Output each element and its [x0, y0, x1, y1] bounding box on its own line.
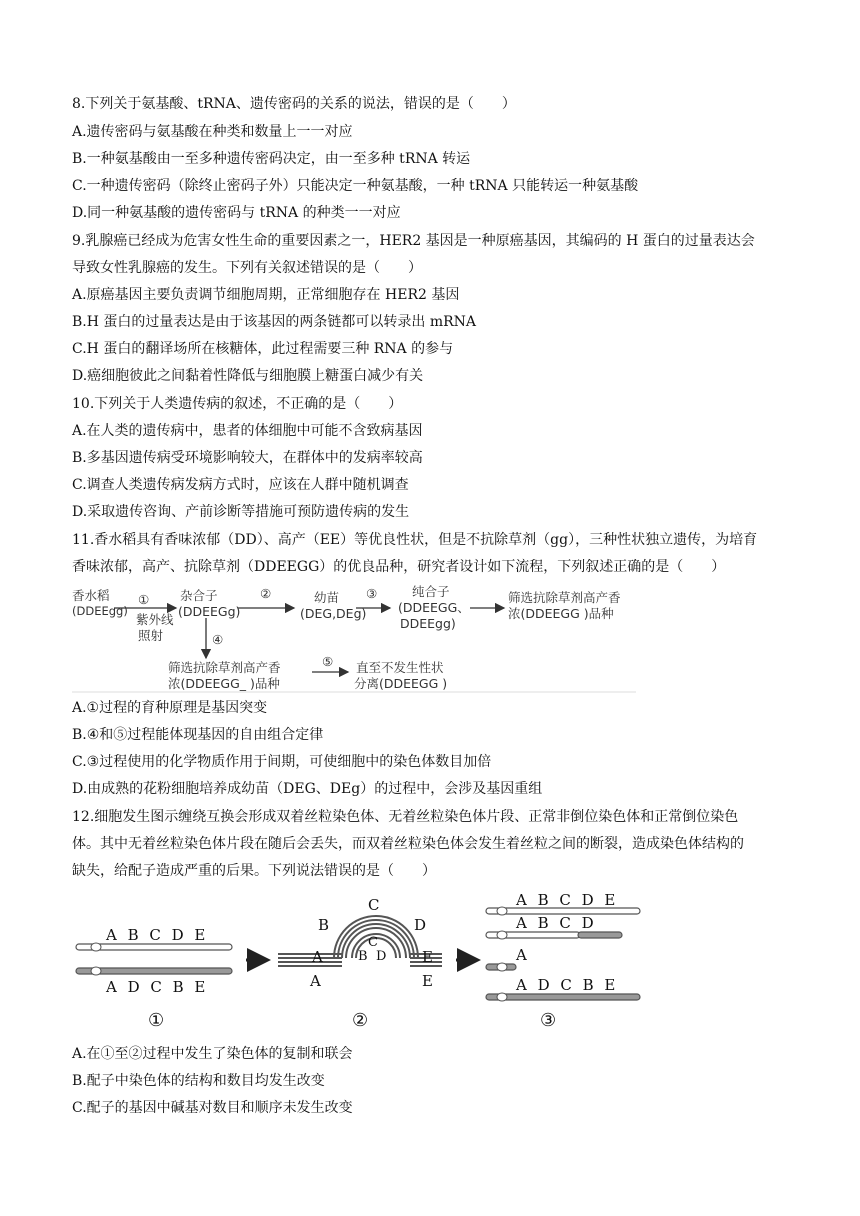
node-seedling-genotype: (DEG,DEg): [300, 606, 367, 621]
q10-option-a: A.在人类的遗传病中，患者的体细胞中可能不含致病基因: [72, 423, 423, 439]
q10-stem: 10.下列关于人类遗传病的叙述，不正确的是（ ）: [72, 396, 403, 412]
loop-letter-b-inner: B: [358, 949, 368, 964]
q11-option-b: B.④和⑤过程能体现基因的自由组合定律: [72, 727, 324, 743]
loop-letter-a-bottom: A: [310, 972, 321, 990]
q11-option-a: A.①过程的育种原理是基因突变: [72, 700, 268, 716]
q11-option-c: C.③过程使用的化学物质作用于间期，可使细胞中的染色体数目加倍: [72, 754, 492, 770]
loop-letter-d-outer: D: [414, 916, 427, 934]
q9-option-b: B.H 蛋白的过量表达是由于该基因的两条链都可以转录出 mRNA: [72, 314, 477, 330]
node-heterozygote-genotype: (DDEEGg): [178, 604, 241, 619]
q11-stem-line2: 香味浓郁，高产、抗除草剂（DDEEGG）的优良品种，研究者设计如下流程，下列叙述正确的是（ ）: [72, 559, 726, 575]
node-no-segregation-line2: 分离(DDEEGG ): [354, 676, 448, 691]
q10-option-c: C.调查人类遗传病发病方式时，应该在人群中随机调查: [72, 477, 409, 493]
q12-option-c: C.配子的基因中碱基对数目和顺序未发生改变: [72, 1100, 353, 1116]
top-gene-labels: A B C D E: [106, 926, 209, 944]
q9-stem-line2: 导致女性乳腺癌的发生。下列有关叙述错误的是（ ）: [72, 260, 422, 276]
q12-stem-line3: 缺失，给配子造成严重的后果。下列说法错误的是（ ）: [72, 863, 436, 879]
centromere-1-bottom: [91, 967, 101, 975]
loop-letter-c-inner: C: [368, 935, 378, 950]
q8-option-b: B.一种氨基酸由一至多种遗传密码决定，由一至多种 tRNA 转运: [72, 151, 471, 167]
q9-option-c: C.H 蛋白的翻译场所在核糖体，此过程需要三种 RNA 的参与: [72, 341, 454, 357]
product-1-centromere: [497, 907, 507, 915]
node-xiangshuidao: 香水稻: [72, 588, 110, 603]
loop-letter-d-inner: D: [376, 949, 387, 964]
panel-2-label: ②: [352, 1010, 369, 1031]
q9-option-a: A.原癌基因主要负责调节细胞周期，正常细胞存在 HER2 基因: [72, 287, 460, 303]
q8-option-a: A.遗传密码与氨基酸在种类和数量上一一对应: [72, 124, 353, 140]
product-4-centromere: [497, 993, 507, 1001]
node-seedling: 幼苗: [314, 590, 340, 605]
q10-option-d: D.采取遗传咨询、产前诊断等措施可预防遗传病的发生: [72, 504, 410, 520]
product-4-genes: A D C B E: [516, 976, 619, 994]
chromosome-svg: [72, 892, 672, 1032]
product-2-grey: [578, 932, 622, 938]
q12-option-a: A.在①至②过程中发生了染色体的复制和联会: [72, 1046, 353, 1062]
node-screen-1-line1: 筛选抗除草剂高产香: [508, 590, 621, 605]
step-2-label: ②: [260, 586, 272, 601]
step-1-uv: 紫外线: [136, 612, 174, 627]
loop-letter-a-outer: A: [312, 948, 323, 966]
loop-letter-e-bottom: E: [422, 972, 433, 990]
q11-stem-line1: 11.香水稻具有香味浓郁（DD）、高产（EE）等优良性状，但是不抗除草剂（gg），三种性状独立遗传，为培育: [72, 532, 758, 548]
q11-option-d: D.由成熟的花粉细胞培养成幼苗（DEG、DEg）的过程中，会涉及基因重组: [72, 781, 543, 797]
node-homozygote: 纯合子: [412, 584, 450, 599]
loop-letter-e-outer: E: [422, 948, 433, 966]
node-no-segregation-line1: 直至不发生性状: [356, 660, 444, 675]
step-1-label: ①: [138, 592, 150, 607]
product-2-centromere: [497, 931, 507, 939]
node-homozygote-genotype-2: DDEEgg): [400, 616, 456, 631]
node-xiangshuidao-genotype: (DDEEgg): [72, 604, 128, 618]
step-1-irradiation: 照射: [138, 628, 164, 643]
product-2-genes: A B C D: [516, 914, 597, 932]
node-screen-2-line2: 浓(DDEEGG_ )品种: [168, 676, 280, 691]
step-4-label: ④: [212, 632, 224, 647]
q12-option-b: B.配子中染色体的结构和数目均发生改变: [72, 1073, 325, 1089]
loop-letter-c-outer: C: [368, 896, 380, 914]
q10-option-b: B.多基因遗传病受环境影响较大，在群体中的发病率较高: [72, 450, 423, 466]
step-3-label: ③: [366, 586, 378, 601]
q8-stem: 8.下列关于氨基酸、tRNA、遗传密码的关系的说法，错误的是（ ）: [72, 96, 516, 112]
bottom-gene-labels: A D C B E: [106, 978, 209, 996]
q12-stem-line1: 12.细胞发生图示缠绕互换会形成双着丝粒染色体、无着丝粒染色体片段、正常非倒位染色体和正常倒位染色: [72, 809, 739, 825]
panel-1-label: ①: [148, 1010, 165, 1031]
panel-3-label: ③: [540, 1010, 557, 1031]
centromere-1-top: [91, 943, 101, 951]
node-heterozygote: 杂合子: [180, 588, 218, 603]
chromosome-diagram: [72, 892, 672, 1032]
node-homozygote-genotype-1: (DDEEGG、: [398, 600, 470, 615]
q9-option-d: D.癌细胞彼此之间黏着性降低与细胞膜上糖蛋白减少有关: [72, 368, 424, 384]
product-3-centromere: [497, 963, 507, 971]
node-screen-2-line1: 筛选抗除草剂高产香: [168, 660, 281, 675]
node-screen-1-line2: 浓(DDEEGG )品种: [508, 606, 614, 621]
product-3-genes: A: [516, 946, 527, 964]
product-1-genes: A B C D E: [516, 892, 619, 909]
q8-option-d: D.同一种氨基酸的遗传密码与 tRNA 的种类一一对应: [72, 205, 401, 221]
q8-option-c: C.一种遗传密码（除终止密码子外）只能决定一种氨基酸，一种 tRNA 只能转运一种氨基酸: [72, 178, 639, 194]
loop-letter-b-outer: B: [318, 916, 330, 934]
step-5-label: ⑤: [322, 654, 334, 669]
q9-stem-line1: 9.乳腺癌已经成为危害女性生命的重要因素之一，HER2 基因是一种原癌基因，其编码的 H 蛋白的过量表达会: [72, 233, 755, 249]
breeding-flowchart: [72, 584, 642, 694]
q12-stem-line2: 体。其中无着丝粒染色体片段在随后会丢失，而双着丝粒染色体会发生着丝粒之间的断裂，造成染色体结构的: [72, 836, 744, 852]
product-4: [486, 994, 640, 1000]
